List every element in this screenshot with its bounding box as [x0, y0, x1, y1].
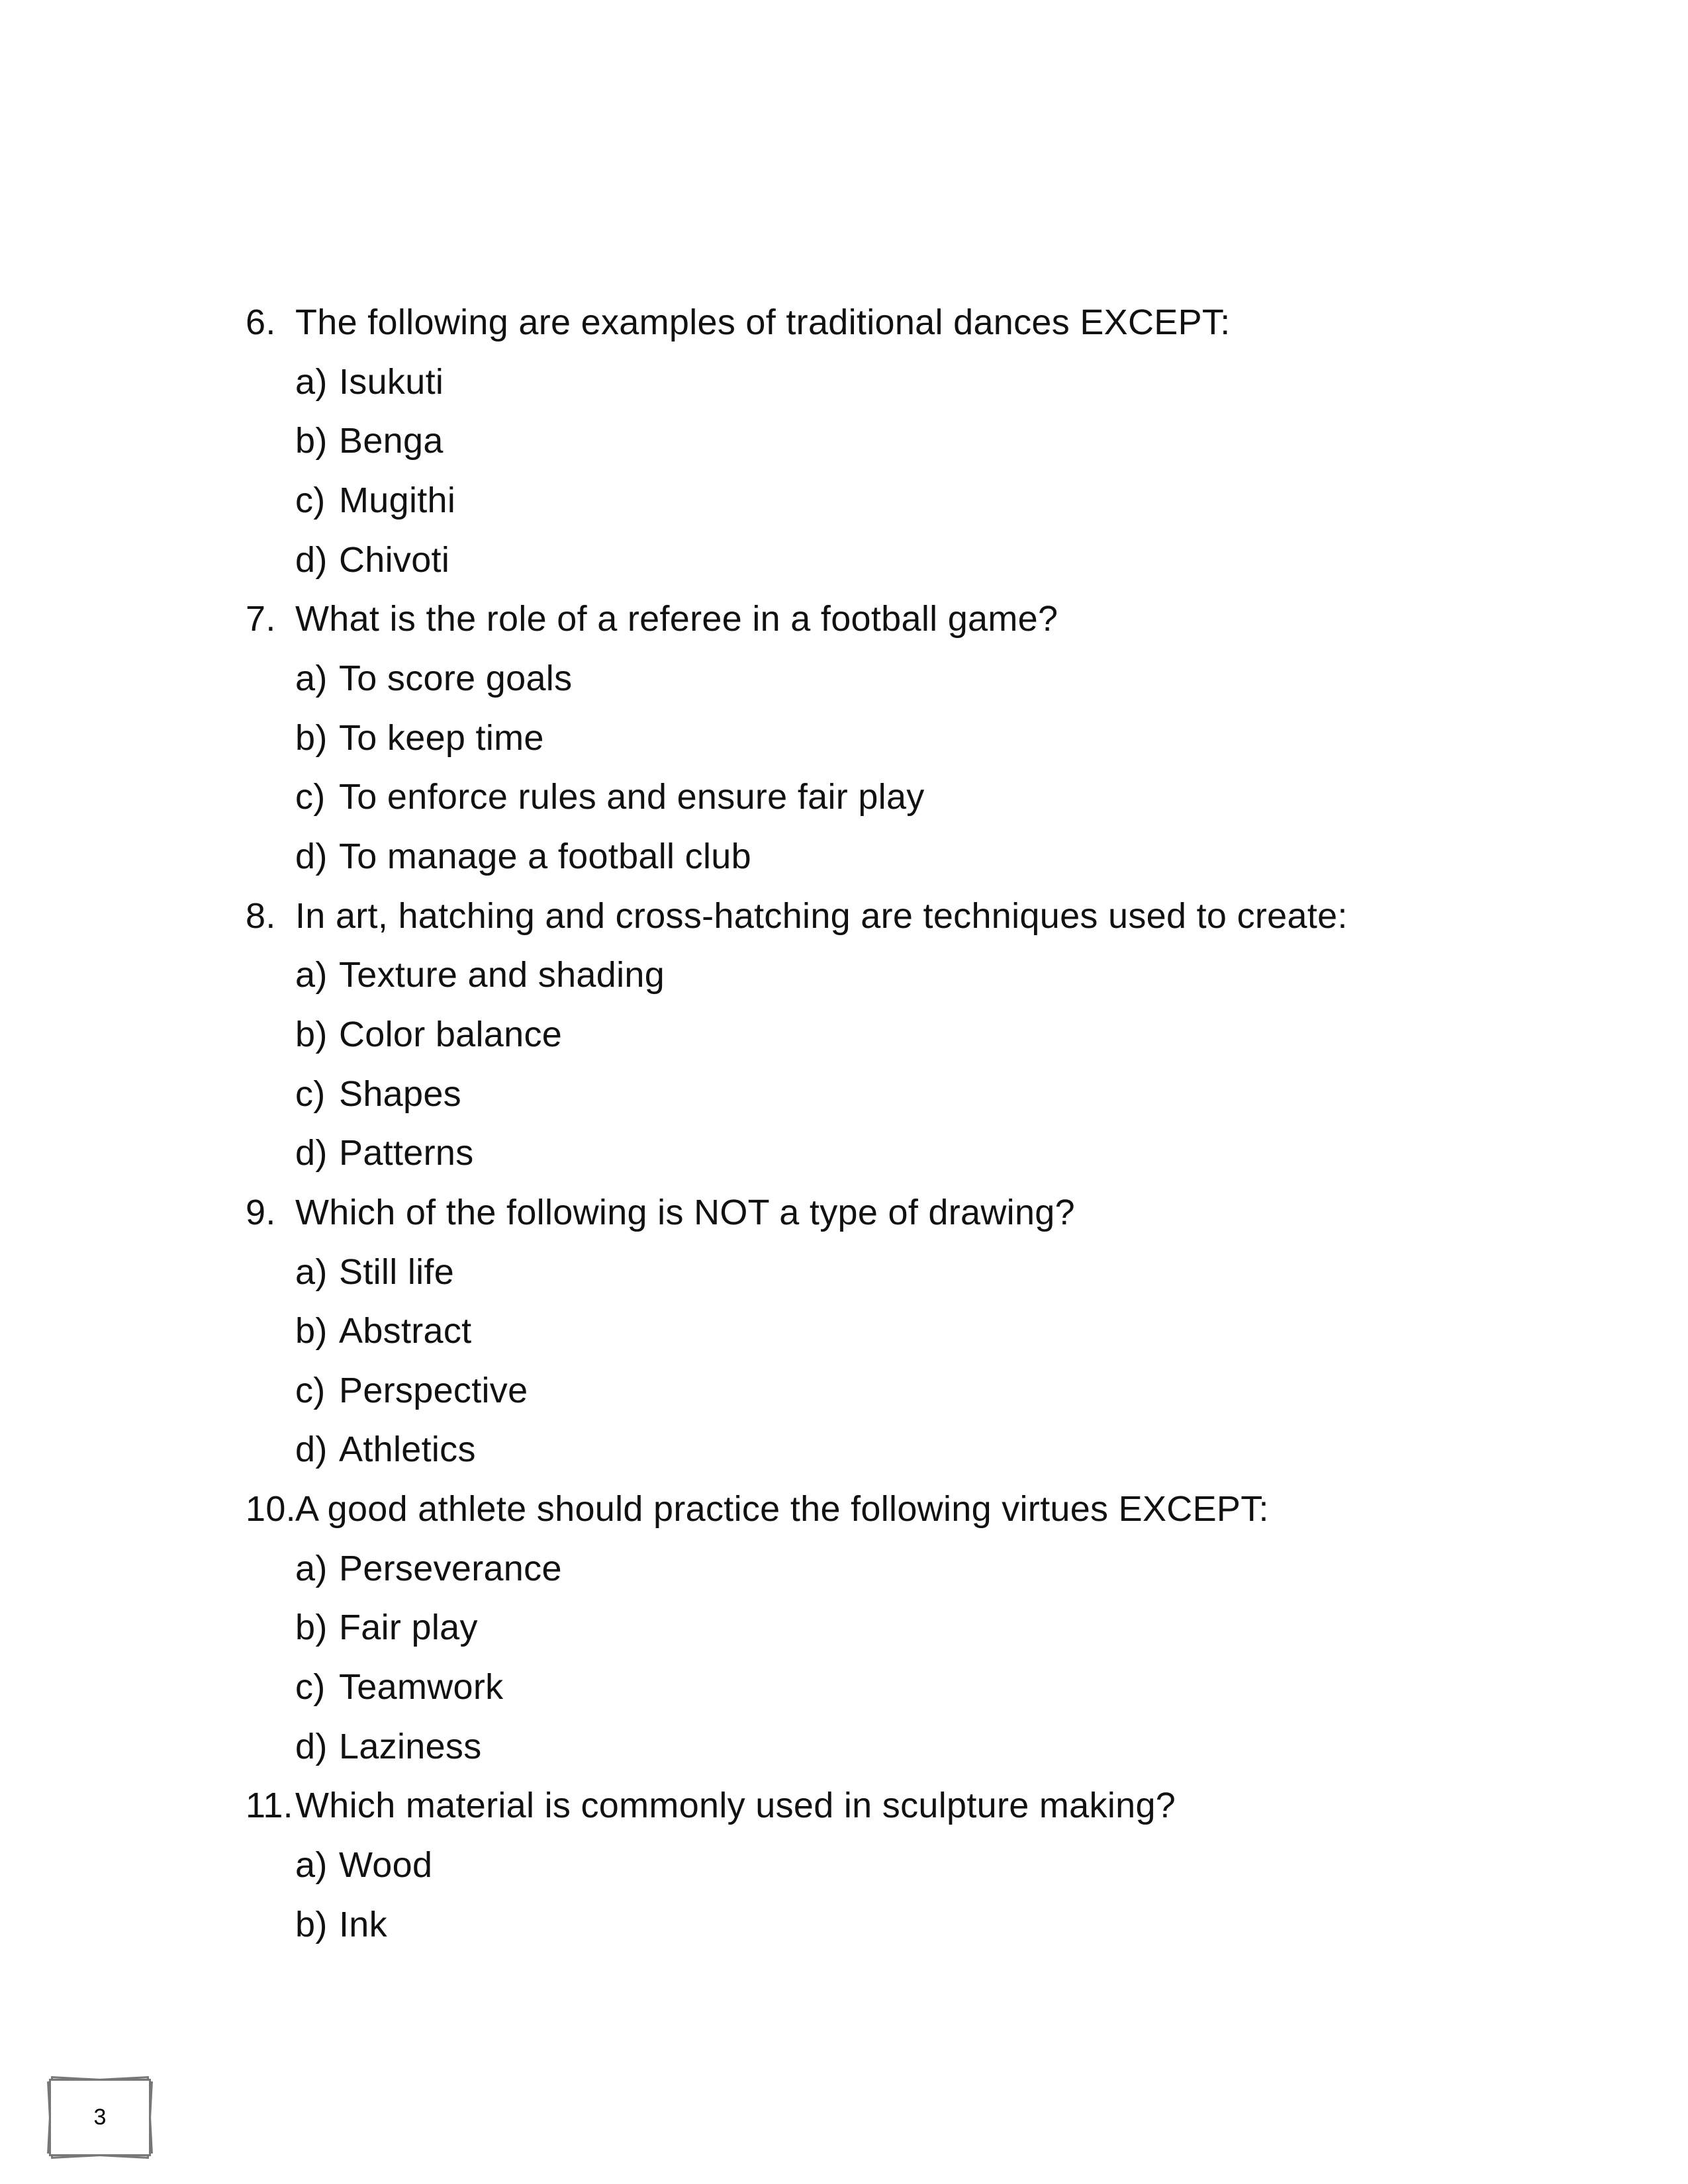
- question-10: [246, 1480, 1348, 1539]
- option-text: Laziness: [339, 1726, 482, 1766]
- option-label: b): [295, 717, 328, 758]
- option-text: Texture and shading: [339, 955, 665, 995]
- option-text: To manage a football club: [339, 836, 751, 876]
- option-b: [246, 1598, 1348, 1658]
- option-label: a): [295, 1845, 328, 1886]
- option-b: [246, 412, 1348, 471]
- option-label: b): [295, 1608, 328, 1648]
- question-number: 8.: [246, 895, 276, 936]
- question-text: The following are examples of traditional dances EXCEPT:: [295, 302, 1231, 342]
- option-label: a): [295, 658, 328, 698]
- option-text: Ink: [339, 1904, 387, 1944]
- option-label: c): [295, 1667, 326, 1707]
- option-label: c): [295, 480, 326, 520]
- option-c: [246, 1065, 1348, 1124]
- question-list: [246, 293, 1348, 1954]
- option-label: a): [295, 1548, 328, 1588]
- option-text: Isukuti: [339, 361, 444, 402]
- option-a: [246, 946, 1348, 1005]
- option-text: Color balance: [339, 1014, 563, 1054]
- option-c: [246, 768, 1348, 827]
- option-a: [246, 353, 1348, 412]
- question-text: In art, hatching and cross-hatching are techniques used to create:: [295, 895, 1348, 936]
- question-8: [246, 887, 1348, 946]
- question-text: A good athlete should practice the following virtues EXCEPT:: [295, 1489, 1269, 1529]
- option-text: Abstract: [339, 1311, 472, 1351]
- option-a: [246, 1243, 1348, 1302]
- option-text: Still life: [339, 1251, 455, 1292]
- option-d: [246, 531, 1348, 590]
- option-c: [246, 471, 1348, 531]
- question-11: [246, 1776, 1348, 1836]
- option-label: d): [295, 1133, 328, 1173]
- option-d: [246, 827, 1348, 887]
- question-number: 6.: [246, 302, 276, 342]
- option-b: [246, 709, 1348, 768]
- option-text: Perseverance: [339, 1548, 562, 1588]
- option-label: b): [295, 421, 328, 461]
- option-label: b): [295, 1014, 328, 1054]
- option-label: c): [295, 1073, 326, 1114]
- option-a: [246, 649, 1348, 709]
- option-text: To enforce rules and ensure fair play: [339, 777, 925, 817]
- option-label: a): [295, 955, 328, 995]
- question-number: 11.: [246, 1786, 293, 1826]
- question-text: Which material is commonly used in sculpture making?: [295, 1786, 1176, 1826]
- option-text: Athletics: [339, 1430, 476, 1470]
- option-text: Fair play: [339, 1608, 478, 1648]
- question-text: Which of the following is NOT a type of drawing?: [295, 1192, 1075, 1232]
- option-text: To keep time: [339, 717, 544, 758]
- option-text: Teamwork: [339, 1667, 504, 1707]
- option-label: a): [295, 1251, 328, 1292]
- option-text: Wood: [339, 1845, 433, 1886]
- question-number: 10.: [246, 1489, 296, 1529]
- page-number-box: [49, 2079, 151, 2156]
- option-d: [246, 1124, 1348, 1183]
- option-b: [246, 1005, 1348, 1065]
- question-6: [246, 293, 1348, 353]
- option-c: [246, 1361, 1348, 1421]
- question-9: [246, 1183, 1348, 1243]
- option-label: d): [295, 1430, 328, 1470]
- option-text: Perspective: [339, 1370, 528, 1410]
- option-label: d): [295, 1726, 328, 1766]
- option-label: d): [295, 539, 328, 580]
- option-text: Mugithi: [339, 480, 456, 520]
- option-text: Benga: [339, 421, 444, 461]
- option-label: b): [295, 1904, 328, 1944]
- option-text: Chivoti: [339, 539, 450, 580]
- option-label: a): [295, 361, 328, 402]
- option-b: [246, 1302, 1348, 1361]
- question-number: 7.: [246, 599, 276, 639]
- option-a: [246, 1836, 1348, 1895]
- option-label: d): [295, 836, 328, 876]
- question-7: [246, 590, 1348, 649]
- option-label: c): [295, 1370, 326, 1410]
- option-label: b): [295, 1311, 328, 1351]
- option-a: [246, 1539, 1348, 1599]
- question-text: What is the role of a referee in a football game?: [295, 599, 1058, 639]
- option-text: Shapes: [339, 1073, 461, 1114]
- option-d: [246, 1420, 1348, 1480]
- page-number: 3: [93, 2105, 107, 2130]
- option-d: [246, 1717, 1348, 1777]
- option-label: c): [295, 777, 326, 817]
- option-text: To score goals: [339, 658, 573, 698]
- question-number: 9.: [246, 1192, 276, 1232]
- option-text: Patterns: [339, 1133, 474, 1173]
- option-b: [246, 1895, 1348, 1955]
- option-c: [246, 1658, 1348, 1717]
